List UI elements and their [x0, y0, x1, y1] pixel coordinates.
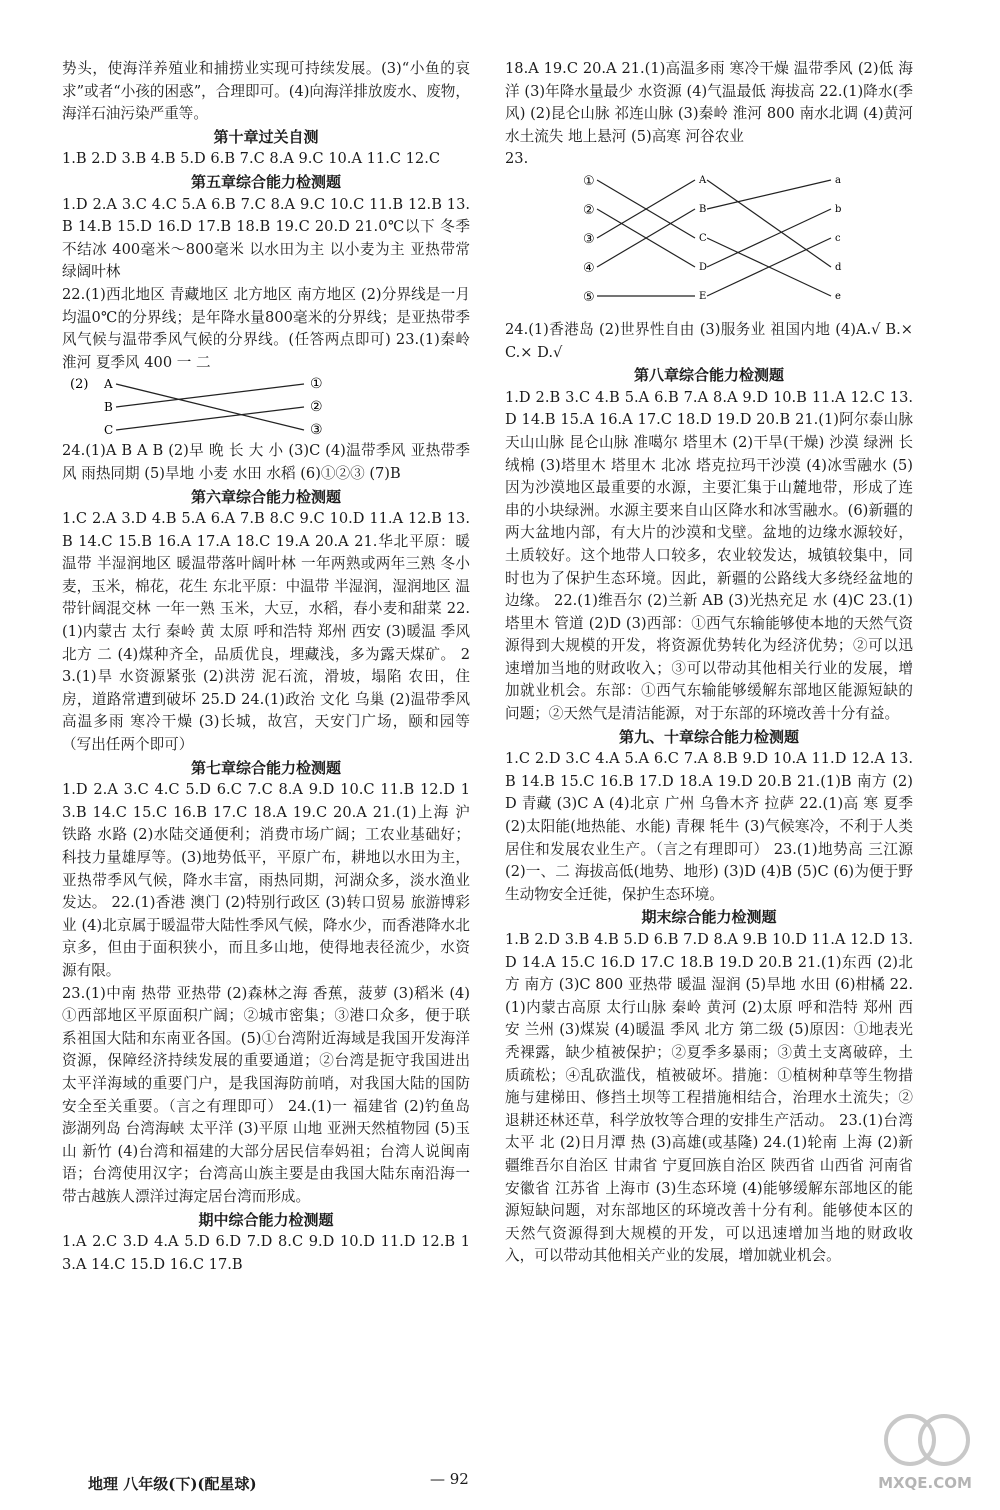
section-heading: 第六章综合能力检测题 [190, 487, 341, 506]
answer-paragraph: 24.(1)A B A B (2)早 晚 长 大 小 (3)C (4)温带季风 亚热带季风 雨热同期 (5)旱地 小麦 水田 水稻 (6)①②③ (7)B [62, 442, 470, 482]
footer-subject: 地理 八年级(下)(配星球) [88, 1475, 257, 1493]
diagram-letter: C [104, 423, 114, 438]
answer-paragraph: 1.C 2.D 3.C 4.A 5.A 6.C 7.A 8.B 9.D 10.A 11.D 12.A 13.B 14.B 15.C 16.B 17.D 18.A 19.D 20.B 21.(1)B 南方 (2)D 青藏 (3)C A (4)北京 广州 乌鲁木齐 拉萨 22.(1)高 寒 夏季 (2)太阳能(地热能、水能) 青稞 牦牛 (3)气候寒冷，不利于人类居住和发展农业生产。（言之有理即可） 23.(1)地势高 三江源 (2)一、二 海拔高低(地势、地形) (3)D (4)B (5)C (6)为便于野生动物安全迁徙，保护生态环境。 [505, 750, 913, 903]
diagram-number: ⑤ [583, 289, 595, 305]
answer-paragraph: 1.D 2.A 3.C 4.C 5.A 6.B 7.C 8.A 9.C 10.C 11.B 12.B 13.B 14.B 15.D 16.D 17.B 18.B 19.C 20.D 21.0℃以下 冬季不结冰 400毫米～800毫米 以水田为主 以小麦为主 亚热带常绿阔叶林 [62, 195, 470, 281]
diagram-letter: c [835, 232, 841, 244]
section-heading: 期末综合能力检测题 [641, 908, 777, 927]
question-number: 23. [505, 150, 529, 168]
answer-paragraph: 1.B 2.D 3.B 4.B 5.D 6.B 7.C 8.A 9.C 10.A 11.C 12.C [62, 150, 441, 168]
answer-paragraph: 23.(1)中南 热带 亚热带 (2)森林之海 香蕉，菠萝 (3)稻米 (4)①西部地区平原面积广阔；②城市密集；③港口众多，便于联系祖国大陆和东南亚各国。(5)①台湾附近海域是我国开发海洋资源，保障经济持续发展的重要通道；②台湾是扼守我国进出太平洋海域的重要门户，是我国海防前哨，对我国大陆的国防安全至关重要。（言之有理即可） 24.(1)一 福建省 (2)钓鱼岛 澎湖列岛 台湾海峡 太平洋 (3)平原 山地 亚洲天然植物园 (5)玉山 新竹 (4)台湾和福建的大部分居民信奉妈祖；台湾人说闽南语；台湾使用汉字；台湾高山族主要是由我国大陆东南沿海一带古越族人漂洋过海定居台湾而形成。 [62, 984, 470, 1205]
diagram-letter: e [835, 290, 841, 302]
diagram-letter: C [699, 232, 707, 244]
answer-paragraph: 1.C 2.A 3.D 4.B 5.A 6.A 7.B 8.C 9.C 10.D 11.A 12.B 13.B 14.C 15.B 16.A 17.A 18.C 19.A 20.A 21.华北平原：暖温带 半湿润地区 暖温带落叶阔叶林 一年两熟或两年三熟 冬小麦，玉米，棉花，花生 东北平原：中温带 半湿润，湿润地区 温带针阔混交林 一年一熟 玉米，大豆，水稻，春小麦和甜菜 22.(1)内蒙古 太行 秦岭 黄 太原 呼和浩特 郑州 西安 (3)暖温 季风 北方 二 (4)煤种齐全，品质优良，埋藏浅，多为露天煤矿。 23.(1)旱 水资源紧张 (2)洪涝 泥石流，滑坡，塌陷 农田，住房，道路常遭到破坏 25.D 24.(1)政治 文化 乌巢 (2)温带季风 高温多雨 寒冷干燥 (3)长城，故宫，天安门广场，颐和园等（写出任两个即可） [62, 510, 470, 754]
section-heading: 第九、十章综合能力检测题 [618, 727, 799, 746]
matching-diagram-five [583, 171, 883, 319]
diagram-letter: a [835, 174, 841, 186]
section-heading: 第十章过关自测 [213, 127, 319, 146]
watermark-text: MXQE.COM [878, 1474, 972, 1492]
watermark-badge-icon [870, 1410, 980, 1472]
left-column [62, 58, 470, 1276]
section-heading: 第七章综合能力检测题 [190, 758, 341, 777]
diagram-line [707, 180, 831, 209]
section-heading: 第五章综合能力检测题 [190, 172, 341, 191]
diagram-letter: A [104, 377, 113, 392]
diagram-number: ④ [583, 260, 595, 276]
diagram-line [116, 407, 304, 430]
diagram-number: ③ [583, 231, 595, 247]
right-column [505, 58, 913, 1268]
diagram-letter: d [835, 261, 842, 273]
watermark-logo [870, 1410, 980, 1500]
diagram-letter: E [699, 290, 707, 302]
page-number: — 92 [430, 1470, 469, 1488]
diagram-number: ③ [310, 422, 323, 439]
diagram-line [707, 209, 831, 267]
answer-paragraph: 18.A 19.C 20.A 21.(1)高温多雨 寒冷干燥 温带季风 (2)低 海洋 (3)年降水量最少 水资源 (4)气温最低 海拔高 22.(1)降水(季风) (2)昆仑山脉 祁连山脉 (3)秦岭 淮河 800 南水北调 (4)黄河 水土流失 地上悬河 (5)高寒 河谷农业 [505, 60, 913, 145]
diagram-number: ① [583, 173, 595, 189]
diagram-number: ① [310, 376, 323, 393]
diagram-line [116, 384, 304, 430]
answer-paragraph: 势头，使海洋养殖业和捕捞业实现可持续发展。(3)“小鱼的哀求”或者“小孩的困惑”，合理即可。(4)向海洋排放废水、废物，海洋石油污染严重等。 [62, 60, 470, 123]
answer-paragraph: 1.B 2.D 3.B 4.B 5.D 6.B 7.D 8.A 9.B 10.D 11.A 12.D 13.D 14.A 15.C 16.D 17.C 18.B 19.D 20.B 21.(1)东西 (2)北方 南方 (3)C 800 亚热带 暖温 湿润 (5)旱地 水田 (6)柑橘 22.(1)内蒙古高原 太行山脉 秦岭 黄河 (2)太原 呼和浩特 郑州 西安 兰州 (3)煤炭 (4)暖温 季风 北方 第二级 (5)原因：①地表光秃裸露，缺少植被保护；②夏季多暴雨；③黄土支离破碎，土质疏松；④乱砍滥伐，植被破坏。措施：①植树种草等生物措施与建梯田、修挡土坝等工程措施相结合，治理水土流失；②退耕还林还草，科学放牧等合理的安排生产活动。 23.(1)台湾 太平 北 (2)日月潭 热 (3)高雄(或基隆) 24.(1)轮南 上海 (2)新疆维吾尔自治区 甘肃省 宁夏回族自治区 陕西省 山西省 河南省 安徽省 江苏省 上海市 (3)生态环境 (4)能够缓解东部地区的能源短缺问题，对东部地区的环境改善十分有利。能够使本区的天然气资源得到大规模的开发，可以迅速增加当地的财政收入，可以带动其他相关产业的发展，增加就业机会。 [505, 931, 913, 1265]
section-heading: 期中综合能力检测题 [198, 1210, 334, 1229]
diagram-label: (2) [70, 377, 89, 393]
diagram-letter: B [699, 203, 707, 215]
diagram-line [116, 384, 304, 407]
answer-paragraph: 22.(1)西北地区 青藏地区 北方地区 南方地区 (2)分界线是一月均温0℃的分界线；是年降水量800毫米的分界线；是亚热带季风气候与温带季风气候的分界线。(任答两点即可) 23.(1)秦岭 淮河 夏季风 400 一 二 [62, 285, 470, 371]
diagram-letter: D [699, 261, 708, 273]
diagram-number: ② [310, 399, 323, 416]
diagram-number: ② [583, 202, 595, 218]
diagram-letter: b [835, 203, 842, 215]
answer-paragraph: 1.D 2.B 3.C 4.B 5.A 6.B 7.A 8.A 9.D 10.B 11.A 12.C 13.D 14.B 15.A 16.A 17.C 18.D 19.D 20.B 21.(1)阿尔泰山脉 天山山脉 昆仑山脉 准噶尔 塔里木 (2)干旱(干燥) 沙漠 绿洲 长绒棉 (3)塔里木 塔里木 北冰 塔克拉玛干沙漠 (4)冰雪融水 (5)因为沙漠地区最重要的水源，主要汇集于山麓地带，形成了连串的小块绿洲。水源主要来自山区降水和冰雪融水。(6)新疆的两大盆地内部，有大片的沙漠和戈壁。盆地的边缘水源较好，土质较好。这个地带人口较多，农业较发达，城镇较集中，同时也为了保护生态环境。因此，新疆的公路线大多绕经盆地的边缘。 22.(1)维吾尔 (2)兰新 AB (3)光热充足 水 (4)C 23.(1)塔里木 管道 (2)D (3)西部：①西气东输能够使本地的天然气资源得到大规模的开发，将资源优势转化为经济优势；②可以迅速增加当地的财政收入；③可以带动其他相关行业的发展，增加就业机会。东部：①西气东输能够缓解东部地区能源短缺的问题；②天然气是清洁能源，对于东部的环境改善十分有益。 [505, 388, 913, 723]
answer-paragraph: 1.A 2.C 3.D 4.A 5.D 6.D 7.D 8.C 9.D 10.D 11.D 12.B 13.A 14.C 15.D 16.C 17.B [62, 1233, 470, 1273]
diagram-letter: B [104, 400, 113, 415]
answer-paragraph: 24.(1)香港岛 (2)世界性自由 (3)服务业 祖国内地 (4)A.√ B.× C.× D.√ [505, 320, 913, 361]
answer-paragraph: 1.D 2.A 3.C 4.C 5.D 6.C 7.C 8.A 9.D 10.C 11.B 12.D 13.B 14.C 15.C 16.B 17.C 18.A 19.C 20.A 21.(1)上海 沪 铁路 水路 (2)水陆交通便利；消费市场广阔；工农业基础好；科技力量雄厚等。(3)地势低平，平原广布，耕地以水田为主，亚热带季风气候，降水丰富，雨热同期，河湖众多，淡水渔业发达。 22.(1)香港 澳门 (2)特别行政区 (3)转口贸易 旅游博彩业 (4)北京属于暖温带大陆性季风气候，降水少，而香港降水北京多，但由于面积狭小，而且多山地，使得地表径流少，水资源有限。 [62, 781, 470, 979]
section-heading: 第八章综合能力检测题 [633, 366, 784, 385]
diagram-letter: A [699, 174, 707, 186]
matching-diagram-abc [70, 374, 370, 440]
diagram-line [707, 180, 831, 267]
